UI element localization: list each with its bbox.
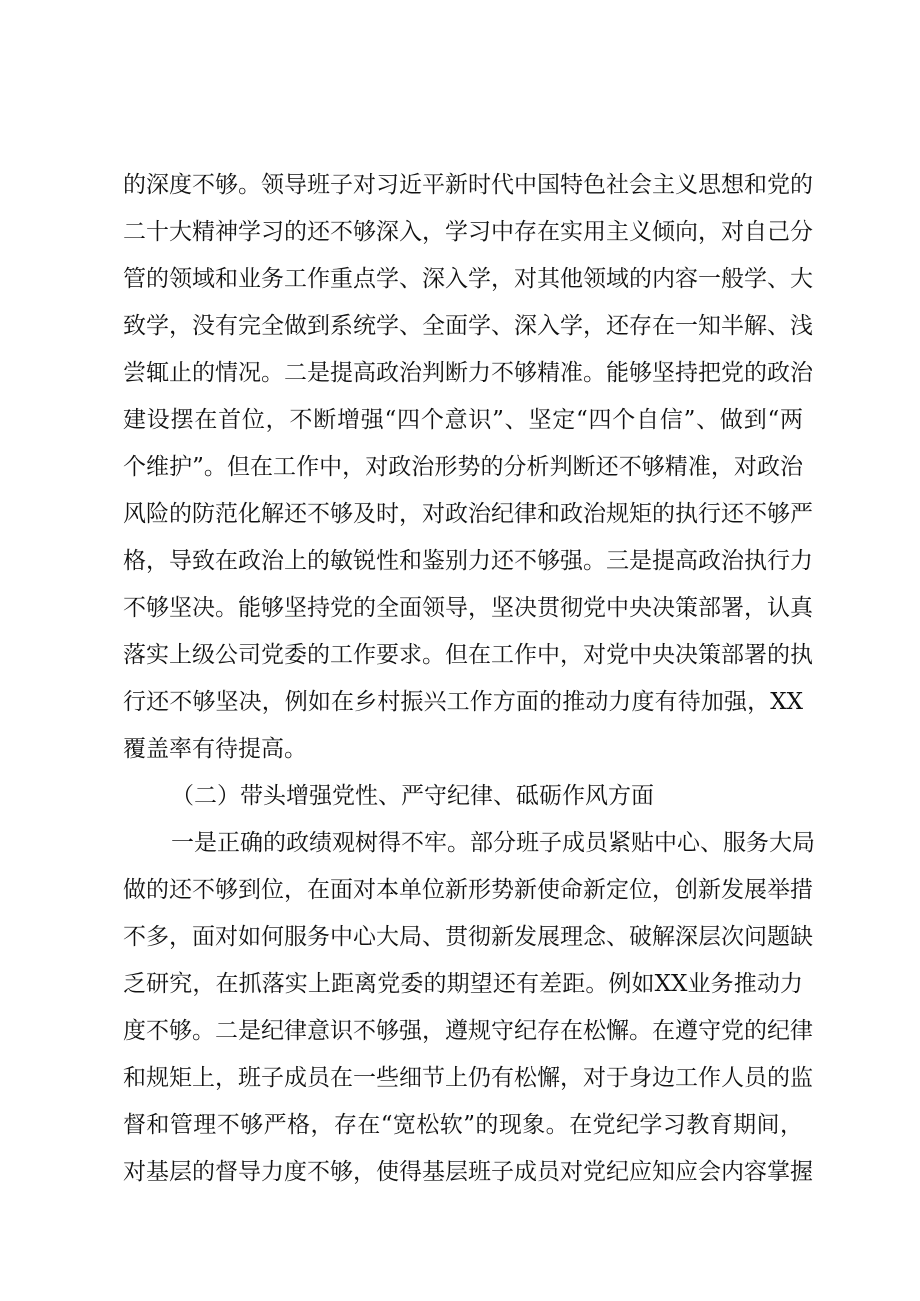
paragraph-line: 度不够。二是纪律意识不够强，遵规守纪存在松懈。在遵守党的纪律 bbox=[123, 1018, 813, 1044]
paragraph-line: 二十大精神学习的还不够深入，学习中存在实用主义倾向，对自己分 bbox=[123, 219, 813, 245]
paragraph-line: 不够坚决。能够坚持党的全面领导，坚决贯彻党中央决策部署，认真 bbox=[123, 595, 813, 621]
paragraph-line: 对基层的督导力度不够，使得基层班子成员对党纪应知应会内容掌握 bbox=[123, 1159, 813, 1185]
paragraph-line: 督和管理不够严格，存在“宽松软”的现象。在党纪学习教育期间， bbox=[123, 1112, 803, 1138]
paragraph-line: 行还不够坚决，例如在乡村振兴工作方面的推动力度有待加强，XX bbox=[123, 689, 803, 715]
paragraph-line: 管的领域和业务工作重点学、深入学，对其他领域的内容一般学、大 bbox=[123, 266, 813, 292]
paragraph-line: 乏研究，在抓落实上距离党委的期望还有差距。例如XX业务推动力 bbox=[123, 971, 803, 997]
paragraph-line: 一是正确的政绩观树得不牢。部分班子成员紧贴中心、服务大局 bbox=[171, 830, 815, 856]
paragraph-line: 覆盖率有待提高。 bbox=[123, 736, 307, 762]
paragraph-line: 做的还不够到位，在面对本单位新形势新使命新定位，创新发展举措 bbox=[123, 877, 813, 903]
paragraph-line: 和规矩上，班子成员在一些细节上仍有松懈，对于身边工作人员的监 bbox=[123, 1065, 813, 1091]
paragraph-line: 格，导致在政治上的敏锐性和鉴别力还不够强。三是提高政治执行力 bbox=[123, 548, 813, 574]
paragraph-line: 致学，没有完全做到系统学、全面学、深入学，还存在一知半解、浅 bbox=[123, 313, 813, 339]
paragraph-line: 尝辄止的情况。二是提高政治判断力不够精准。能够坚持把党的政治 bbox=[123, 360, 813, 386]
paragraph-line: 风险的防范化解还不够及时，对政治纪律和政治规矩的执行还不够严 bbox=[123, 501, 813, 527]
section-heading: （二）带头增强党性、严守纪律、砥砺作风方面 bbox=[171, 783, 654, 809]
paragraph-line: 建设摆在首位，不断增强“四个意识”、坚定“四个自信”、做到“两 bbox=[123, 407, 803, 433]
paragraph-line: 不多，面对如何服务中心大局、贯彻新发展理念、破解深层次问题缺 bbox=[123, 924, 813, 950]
paragraph-line: 的深度不够。领导班子对习近平新时代中国特色社会主义思想和党的 bbox=[123, 172, 813, 198]
paragraph-line: 个维护”。但在工作中，对政治形势的分析判断还不够精准，对政治 bbox=[123, 454, 803, 480]
paragraph-line: 落实上级公司党委的工作要求。但在工作中，对党中央决策部署的执 bbox=[123, 642, 813, 668]
